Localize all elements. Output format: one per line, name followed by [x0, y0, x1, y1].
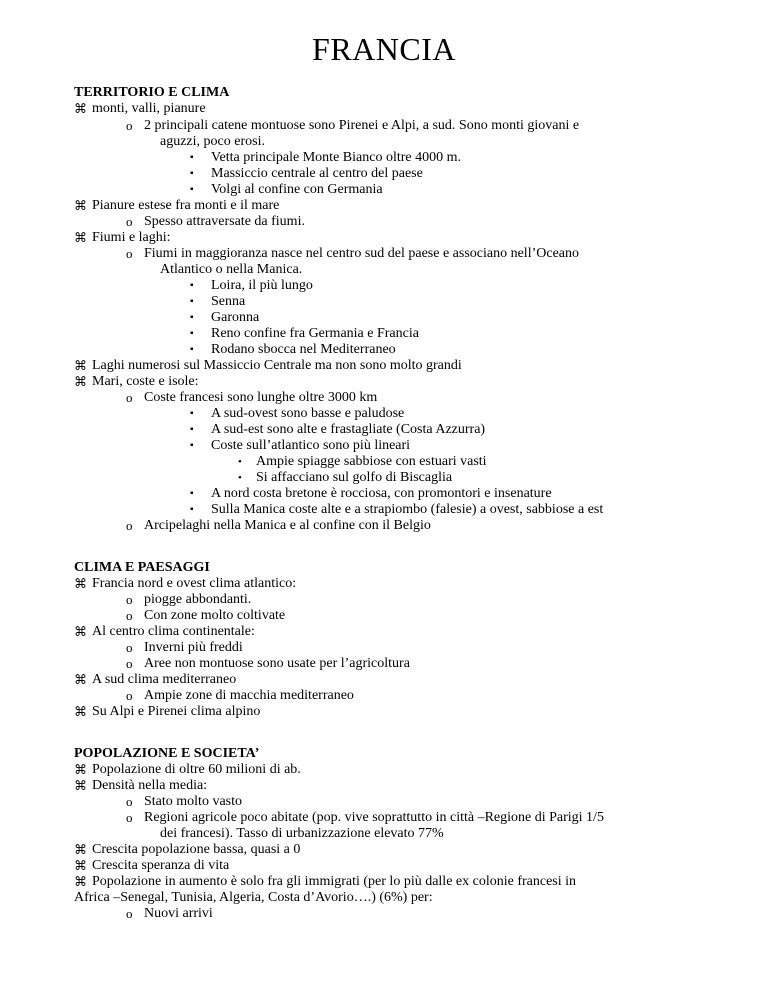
- square-bullet-icon: ▪: [190, 296, 194, 307]
- text-line: Inverni più freddi: [144, 640, 243, 655]
- text-line: Atlantico o nella Manica.: [160, 262, 303, 277]
- text-line: aguzzi, poco erosi.: [160, 134, 265, 149]
- text-line: Crescita popolazione bassa, quasi a 0: [92, 842, 301, 857]
- dot-bullet-icon: •: [238, 472, 242, 484]
- square-bullet-icon: ▪: [190, 168, 194, 179]
- command-bullet-icon: ⌘: [74, 842, 87, 857]
- command-bullet-icon: ⌘: [74, 624, 87, 639]
- square-bullet-icon: ▪: [190, 312, 194, 323]
- text-line: Loira, il più lungo: [211, 278, 313, 293]
- circle-bullet-icon: o: [126, 640, 133, 655]
- circle-bullet-icon: o: [126, 246, 133, 261]
- command-bullet-icon: ⌘: [74, 762, 87, 777]
- text-line: A sud clima mediterraneo: [92, 672, 237, 687]
- text-line: Con zone molto coltivate: [144, 608, 286, 623]
- text-line: A sud-est sono alte e frastagliate (Costa Azzurra): [211, 422, 486, 437]
- command-bullet-icon: ⌘: [74, 704, 87, 719]
- text-line: 2 principali catene montuose sono Pirenei e Alpi, a sud. Sono monti giovani e: [144, 118, 580, 133]
- command-bullet-icon: ⌘: [74, 358, 87, 373]
- section-heading: POPOLAZIONE E SOCIETA’: [74, 746, 260, 761]
- text-line: Laghi numerosi sul Massiccio Centrale ma non sono molto grandi: [92, 358, 462, 373]
- text-line: Africa –Senegal, Tunisia, Algeria, Costa d’Avorio….) (6%) per:: [74, 890, 433, 905]
- circle-bullet-icon: o: [126, 118, 133, 133]
- text-line: Nuovi arrivi: [144, 906, 213, 921]
- circle-bullet-icon: o: [126, 656, 133, 671]
- text-line: Aree non montuose sono usate per l’agricoltura: [144, 656, 410, 671]
- command-bullet-icon: ⌘: [74, 230, 87, 245]
- square-bullet-icon: ▪: [190, 440, 194, 451]
- text-line: Arcipelaghi nella Manica e al confine con il Belgio: [144, 518, 431, 533]
- text-line: Popolazione di oltre 60 milioni di ab.: [92, 762, 301, 777]
- text-line: Spesso attraversate da fiumi.: [144, 214, 305, 229]
- circle-bullet-icon: o: [126, 810, 133, 825]
- square-bullet-icon: ▪: [190, 424, 194, 435]
- text-line: Volgi al confine con Germania: [211, 182, 383, 197]
- text-line: Al centro clima continentale:: [92, 624, 255, 639]
- square-bullet-icon: ▪: [190, 504, 194, 515]
- circle-bullet-icon: o: [126, 688, 133, 703]
- text-line: Crescita speranza di vita: [92, 858, 230, 873]
- square-bullet-icon: ▪: [190, 152, 194, 163]
- text-line: Pianure estese fra monti e il mare: [92, 198, 280, 213]
- command-bullet-icon: ⌘: [74, 778, 87, 793]
- text-line: A nord costa bretone è rocciosa, con promontori e insenature: [211, 486, 552, 501]
- circle-bullet-icon: o: [126, 518, 133, 533]
- text-line: Popolazione in aumento è solo fra gli immigrati (per lo più dalle ex colonie francesi in: [92, 874, 577, 889]
- circle-bullet-icon: o: [126, 794, 133, 809]
- text-line: dei francesi). Tasso di urbanizzazione elevato 77%: [160, 826, 444, 841]
- text-line: Francia nord e ovest clima atlantico:: [92, 576, 297, 591]
- text-line: Fiumi e laghi:: [92, 230, 171, 245]
- text-line: Densità nella media:: [92, 778, 208, 793]
- square-bullet-icon: ▪: [190, 488, 194, 499]
- command-bullet-icon: ⌘: [74, 576, 87, 591]
- text-line: Fiumi in maggioranza nasce nel centro sud del paese e associano nell’Oceano: [144, 246, 580, 261]
- text-line: Senna: [211, 294, 246, 309]
- text-line: Mari, coste e isole:: [92, 374, 199, 389]
- command-bullet-icon: ⌘: [74, 198, 87, 213]
- page-title: FRANCIA: [312, 31, 456, 67]
- square-bullet-icon: ▪: [190, 328, 194, 339]
- dot-bullet-icon: •: [238, 456, 242, 468]
- text-line: Rodano sbocca nel Mediterraneo: [211, 342, 396, 357]
- text-line: Regioni agricole poco abitate (pop. vive soprattutto in città –Regione di Parigi 1/5: [144, 810, 604, 825]
- text-line: Coste sull’atlantico sono più lineari: [211, 438, 411, 453]
- text-line: Su Alpi e Pirenei clima alpino: [92, 704, 261, 719]
- square-bullet-icon: ▪: [190, 408, 194, 419]
- circle-bullet-icon: o: [126, 608, 133, 623]
- circle-bullet-icon: o: [126, 390, 133, 405]
- square-bullet-icon: ▪: [190, 280, 194, 291]
- command-bullet-icon: ⌘: [74, 374, 87, 389]
- text-line: Vetta principale Monte Bianco oltre 4000 m.: [211, 150, 461, 165]
- text-line: Coste francesi sono lunghe oltre 3000 km: [144, 390, 378, 405]
- text-line: A sud-ovest sono basse e paludose: [211, 406, 405, 421]
- section-heading: CLIMA E PAESAGGI: [74, 560, 210, 575]
- text-line: Ampie zone di macchia mediterraneo: [144, 688, 354, 703]
- text-line: Stato molto vasto: [144, 794, 242, 809]
- text-line: piogge abbondanti.: [144, 592, 252, 607]
- section-heading: TERRITORIO E CLIMA: [74, 85, 230, 100]
- circle-bullet-icon: o: [126, 906, 133, 921]
- text-line: Si affacciano sul golfo di Biscaglia: [256, 470, 453, 485]
- text-line: Massiccio centrale al centro del paese: [211, 166, 423, 181]
- command-bullet-icon: ⌘: [74, 874, 87, 889]
- text-line: Ampie spiagge sabbiose con estuari vasti: [256, 454, 487, 469]
- command-bullet-icon: ⌘: [74, 101, 87, 116]
- square-bullet-icon: ▪: [190, 344, 194, 355]
- command-bullet-icon: ⌘: [74, 672, 87, 687]
- text-line: Sulla Manica coste alte e a strapiombo (falesie) a ovest, sabbiose a est: [211, 502, 604, 517]
- square-bullet-icon: ▪: [190, 184, 194, 195]
- circle-bullet-icon: o: [126, 214, 133, 229]
- circle-bullet-icon: o: [126, 592, 133, 607]
- command-bullet-icon: ⌘: [74, 858, 87, 873]
- text-line: monti, valli, pianure: [92, 101, 206, 116]
- text-line: Garonna: [211, 310, 260, 325]
- text-line: Reno confine fra Germania e Francia: [211, 326, 419, 341]
